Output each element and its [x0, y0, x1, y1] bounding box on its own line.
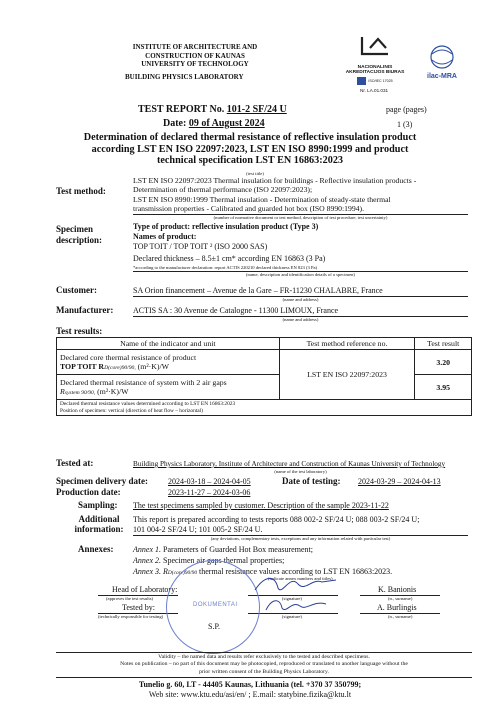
test-method-label: Test method: [56, 186, 106, 196]
specimen-note: (name, description and identification details of a specimen) [246, 272, 355, 277]
ilac-mra-icon [418, 44, 466, 70]
results-header-result: Test result [415, 338, 472, 350]
head-label: Head of Laboratory: [112, 585, 178, 594]
customer-value: SA Orion financement – Avenue de la Gare – FR-11230 CHALABRE, France [133, 286, 383, 295]
ilac-logo [418, 44, 466, 84]
main-title-line-1: Determination of declared thermal resistance of reflective insulation product [83, 132, 417, 143]
page-label: page (pages) [386, 105, 427, 114]
delivery-date-value: 2024-03-18 – 2024-04-05 [168, 477, 251, 486]
nab-mark-icon [340, 32, 410, 62]
tested-by-note: (technically responsible for testing) [98, 614, 164, 619]
footer-address: Tunelio g. 60, LT - 44405 Kaunas, Lithuania (tel. +370 37 350799; [138, 680, 362, 689]
sampling-label: Sampling: [78, 500, 118, 510]
annex-1: Annex 1. Parameters of Guarded Hot Box measurement; [133, 545, 313, 554]
sampling-value: The test specimens sampled by customer. Description of the sample 2023-11-22 [133, 501, 389, 510]
manufacturer-label: Manufacturer: [56, 305, 114, 315]
institute-line-1: INSTITUTE OF ARCHITECTURE AND [132, 43, 258, 51]
head-name: K. Banionis [378, 585, 417, 594]
test-method-line-2: Determination of thermal performance (ISO 22097:2023); [133, 185, 313, 195]
sp-mark: S.P. [208, 622, 221, 631]
test-method-line-3: LST EN ISO 8990:1999 Thermal insulation - Determination of steady-state thermal [133, 194, 391, 204]
production-date-label: Production date: [56, 487, 121, 497]
head-note: (approves the test results) [106, 596, 154, 601]
lab-name: BUILDING PHYSICS LABORATORY [125, 73, 244, 81]
row2-label-line-1: Declared thermal resistance of system with 2 air gaps [60, 378, 227, 387]
validity-line-1: Validity – the named data and results refer exclusively to the tested and described specimens. [158, 654, 370, 660]
institute-line-2: CONSTRUCTION OF KAUNAS [145, 51, 245, 60]
specimen-type: Type of product: reflective insulation product (Type 3) [133, 222, 319, 231]
tested-at-value: Building Physics Laboratory, Institute of Architecture and Construction of Kaunas University of Technology [133, 460, 446, 468]
nab-logo [340, 32, 410, 96]
accreditation-number: Nr. LA.01.031 [360, 88, 389, 93]
manufacturer-note: (name and address) [282, 317, 319, 322]
nab-badge-icon [357, 77, 366, 85]
results-foot-2: Position of specimen: vertical (direction of heat flow – horizontal) [60, 407, 203, 414]
specimen-names-label: Names of product: [133, 232, 197, 241]
validity-block [52, 654, 476, 676]
additional-label: Additional information: [74, 514, 124, 534]
additional-line-1: This report is prepared according to tests reports 088 002-2 SF/24 U; 088 003-2 SF/24 U; [133, 515, 420, 524]
validity-line-2: Notes on publication – no part of this document may be photocopied, reproduced or translated to another language without the [120, 661, 408, 668]
main-title-line-3: technical specification LST EN 16863:2023 [156, 155, 344, 167]
results-header-indicator: Name of the indicator and unit [57, 338, 280, 350]
results-heading: Test results: [56, 326, 103, 336]
institute-line-3: UNIVERSITY OF TECHNOLOGY [141, 60, 249, 69]
annex-2: Annex 2. Specimen air gaps thermal properties; [133, 556, 285, 565]
row1-label-line-2: TOP TOIT RD(core)90/90, (m²·K)/W [60, 362, 170, 371]
specimen-label: Specimen description: [56, 224, 102, 245]
customer-label: Customer: [56, 285, 97, 295]
production-date-value: 2023-11-27 – 2024-03-06 [168, 488, 251, 497]
testing-date-label: Date of testing: [282, 476, 341, 486]
report-date: Date: 09 of August 2024 [163, 118, 265, 129]
results-foot-1: Declared thermal resistance values determined according to LST EN 16863:2023 [60, 401, 236, 407]
main-title-line-2: according LST EN ISO 22097:2023, LST EN ISO 8990:1999 and product [91, 143, 409, 155]
specimen-names: TOP TOIT / TOP TOIT ² (ISO 2000 SAS) [133, 242, 268, 251]
additional-text [133, 515, 419, 535]
row1-label-line-1: Declared core thermal resistance of product [60, 353, 197, 362]
specimen-thickness: Declared thickness – 8.5±1 cm* according EN 16863 (3 Pa) [133, 254, 326, 263]
signature-tested-icon [262, 594, 332, 616]
results-footer-row [57, 400, 472, 416]
head-signature-note: (signature) [282, 596, 302, 601]
institute-header [120, 43, 270, 69]
table-row [57, 350, 472, 375]
annexes-note: (indicate annex numbers and titles) [268, 576, 333, 581]
head-name-note: (n., surname) [388, 596, 413, 601]
ilac-label: ilac-MRA [427, 73, 457, 80]
footer-web: Web site: www.ktu.edu/asi/en/ ; E.mail: statybine.fizika@ktu.lt [148, 690, 352, 699]
nab-standard: ISO/IEC 17025 [368, 79, 393, 83]
stamp-text: DOKUMENTAI [193, 602, 238, 608]
test-method-text [133, 176, 463, 213]
additional-note: (any deviations, complementary tests, exceptions and any information related with particular test) [210, 536, 391, 541]
validity-line-3: prior written consent of the Building Physics Laboratory. [199, 668, 329, 675]
additional-line-2: 101 004-2 SF/24 U; 101 005-2 SF/24 U. [133, 525, 263, 534]
results-header-method: Test method reference no. [279, 338, 415, 350]
tested-by-label: Tested by: [122, 603, 155, 612]
report-number: TEST REPORT No. 101-2 SF/24 U [138, 104, 287, 115]
testing-date-value: 2024-03-29 – 2024-04-13 [358, 477, 441, 486]
tested-at-label: Tested at: [56, 458, 94, 468]
tested-name: A. Burlingis [377, 603, 417, 612]
test-method-note: (number of normative document or test method, description of test procedure, test uncertainty) [213, 215, 388, 220]
tested-at-note: (name of the test laboratory) [274, 469, 327, 474]
nab-text-2: AKREDITACIJOS BIURAS [345, 70, 405, 75]
results-method-cell: LST EN ISO 22097:2023 [279, 350, 415, 400]
tested-signature-note: (signature) [282, 614, 302, 619]
page-value: 1 (3) [397, 120, 413, 129]
customer-note: (name and address) [282, 297, 319, 302]
manufacturer-value: ACTIS SA : 30 Avenue de Catalogne - 11300 LIMOUX, France [133, 306, 339, 315]
test-method-line-4: transmission properties - Calibrated and guarded hot box (ISO 8990:1994). [133, 203, 365, 213]
tested-name-note: (n., surname) [388, 614, 413, 619]
test-method-line-1: LST EN ISO 22097:2023 Thermal insulation for buildings - Reflective insulation products - [133, 176, 417, 185]
specimen-footnote: *according to the manufacturer declaration: report ACTIS 220210 declared thickness EN 823 (3 Pa) [133, 265, 318, 270]
row2-value: 3.95 [415, 375, 472, 400]
row2-label-line-2: Rsystem 90/90, (m²·K)/W [60, 387, 129, 396]
results-header-row [57, 338, 472, 350]
nab-text-1: NACIONALINIS [357, 65, 393, 70]
annex-3: Annex 3. RD(core)90/90 thermal resistance values according to LST EN 16863:2023. [133, 567, 393, 576]
results-table [56, 337, 472, 416]
delivery-date-label: Specimen delivery date: [56, 476, 148, 486]
annexes-label: Annexes: [78, 544, 114, 554]
report-main-title [40, 132, 460, 167]
row1-value: 3.20 [415, 350, 472, 375]
test-title-note: (test title) [246, 171, 264, 176]
